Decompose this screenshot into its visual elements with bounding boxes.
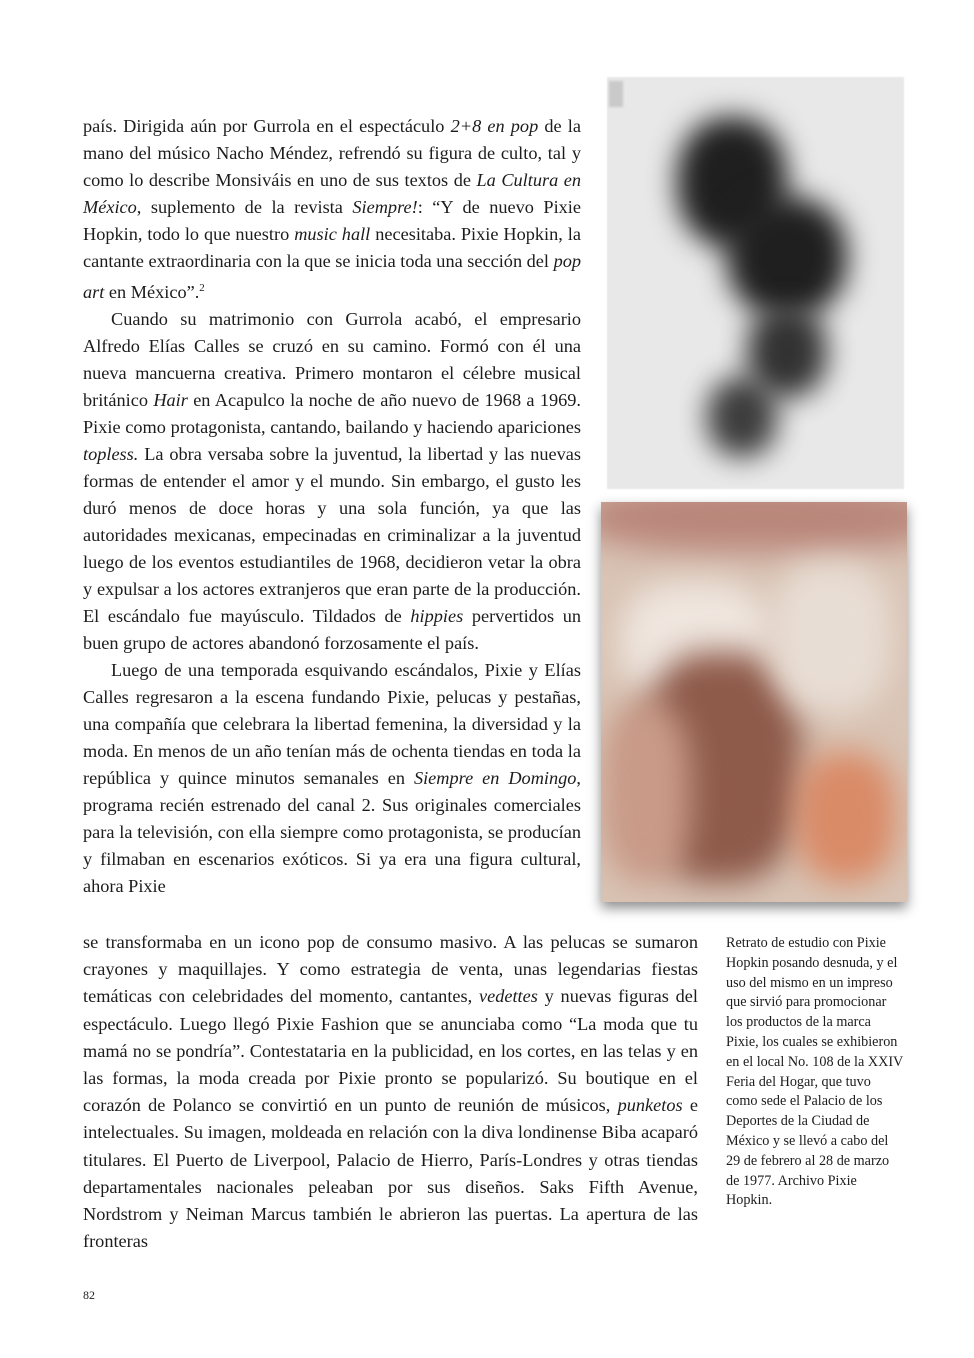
italic-run: Hair	[153, 390, 188, 411]
text-run: La obra versaba sobre la juventud, la libertad y las nuevas formas de entender el amor y el mundo. Sin embargo, el gusto les duró menos de doce horas y una sola función, ya que las autoridades mexicanas, empecinadas en criminalizar a la juventud luego de los eventos estudiantiles de 1968, decidieron vetar la obra y expulsar a los actores extranjeros que eran parte de la producción. El escándalo fue mayúsculo. Tildados de	[83, 444, 581, 627]
text-column	[83, 113, 581, 900]
text-run: Cuando su matrimonio con Gurrola acabó, el empresario Alfredo Elías Calles se cruzó en su camino. Formó con él una nueva mancuerna creativa. Primero montaron el célebre musical británico	[83, 309, 581, 411]
page-number: 82	[83, 1288, 95, 1302]
paragraph-1	[83, 113, 581, 306]
text-run: e intelectuales. Su imagen, moldeada en relación con la diva londinense Biba acaparó titulares. El Puerto de Liverpool, Palacio de Hierro, París-Londres y otras tiendas departamentales nacionales peleaban por sus diseños. Saks Fifth Avenue, Nordstrom y Neiman Marcus también le abrieron las puertas. La apertura de las fronteras	[83, 1095, 699, 1252]
text-run: Feria del Hogar, que tuvo como sede el Palacio de los Deportes de la Ciudad de México y se llevó a cabo del 29 de febrero al 28 de marzo de 1977. Archivo Pixie Hopkin.	[726, 1073, 890, 1209]
text-run: en Acapulco la noche de año nuevo de 1968 a 1969. Pixie como protagonista, cantando, bailando y haciendo apariciones	[83, 390, 581, 438]
footnote-ref: 2	[199, 282, 205, 294]
text-run: se transformaba en un icono pop de consumo masivo. A las pelucas se sumaron crayones y maquillajes. Y como estrategia de venta, unas legendarias fiestas temáticas con celebridades del momento, cantantes,	[83, 932, 698, 1007]
italic-run: topless.	[83, 444, 139, 465]
italic-run: punketos	[617, 1095, 683, 1116]
italic-run: Siempre en Domingo	[413, 768, 577, 789]
text-run: y nuevas figuras del espectáculo. Luego llegó Pixie Fashion que se anunciaba como “La moda que tu mamá no se pondría”. Contestataria en la publicidad, en los cortes, en las telas y en las formas, la moda creada por Pixie pronto se popularizó. Su boutique en el corazón de Polanco se convirtió en un punto de reunión de músicos,	[83, 986, 698, 1116]
italic-run: music hall	[294, 224, 371, 244]
text-run: país. Dirigida aún por Gurrola en el espectáculo	[83, 116, 451, 136]
text-run: pervertidos un buen grupo de actores abandonó forzosamente el país.	[83, 606, 581, 654]
text-run: , programa recién estrenado del canal 2. Sus originales comerciales para la televisión, con ella siempre como protagonista, se producían y filmaban en escenarios exóticos. Si ya era una figura cultural, ahora Pixie	[83, 768, 581, 897]
text-run: , suplemento de la revista	[136, 197, 353, 217]
italic-run: hippies	[410, 606, 464, 627]
studio-portrait-photo	[607, 77, 904, 489]
paragraph-3-continued	[83, 929, 698, 1255]
italic-run: La Cultura en México	[83, 170, 582, 217]
italic-run: Siempre!	[352, 197, 418, 217]
paragraph-2	[83, 306, 581, 657]
photo-shape	[796, 752, 896, 882]
print-header-band	[601, 502, 907, 552]
printed-ad-photo	[601, 502, 907, 902]
text-run: : “Y de nuevo Pixie Hopkin, todo lo que nuestro	[83, 197, 581, 244]
wide-text-column	[83, 929, 698, 1255]
paragraph-3	[83, 657, 581, 900]
text-run: Luego de una temporada esquivando escándalos, Pixie y Elías Calles regresaron a la escena fundando Pixie, pelucas y pestañas, una compañía que celebrara la libertad femenina, la diversidad y la moda. En menos de un año tenían más de ochenta tiendas en toda la república y quince minutos semanales en	[83, 660, 581, 789]
italic-run: 2+8 en pop	[450, 116, 539, 136]
text-run: Retrato de estudio con Pixie Hopkin posando desnuda, y el uso del mismo en un impreso que sirvió para promocionar los productos de la marca Pixie, los cuales se exhibieron en el local No. 108 de la	[726, 935, 898, 1070]
text-run: en México”.	[104, 282, 200, 303]
photo-shape	[707, 377, 777, 457]
italic-run: vedettes	[478, 986, 538, 1007]
text-run: necesitaba. Pixie Hopkin, la cantante extraordinaria con la que se inicia toda una sección del	[83, 224, 581, 271]
photo-corner-mark	[609, 81, 623, 107]
photo-shape	[727, 197, 847, 317]
text-run: de la mano del músico Nacho Méndez, refrendó su figura de culto, tal y como lo describe Monsiváis en uno de sus textos de	[83, 116, 581, 190]
italic-run: pop art	[83, 251, 581, 303]
small-caps-run: XXIV	[867, 1053, 904, 1070]
photo-shape	[771, 562, 891, 712]
photo-caption	[726, 934, 904, 1211]
photo-shape	[601, 702, 691, 882]
